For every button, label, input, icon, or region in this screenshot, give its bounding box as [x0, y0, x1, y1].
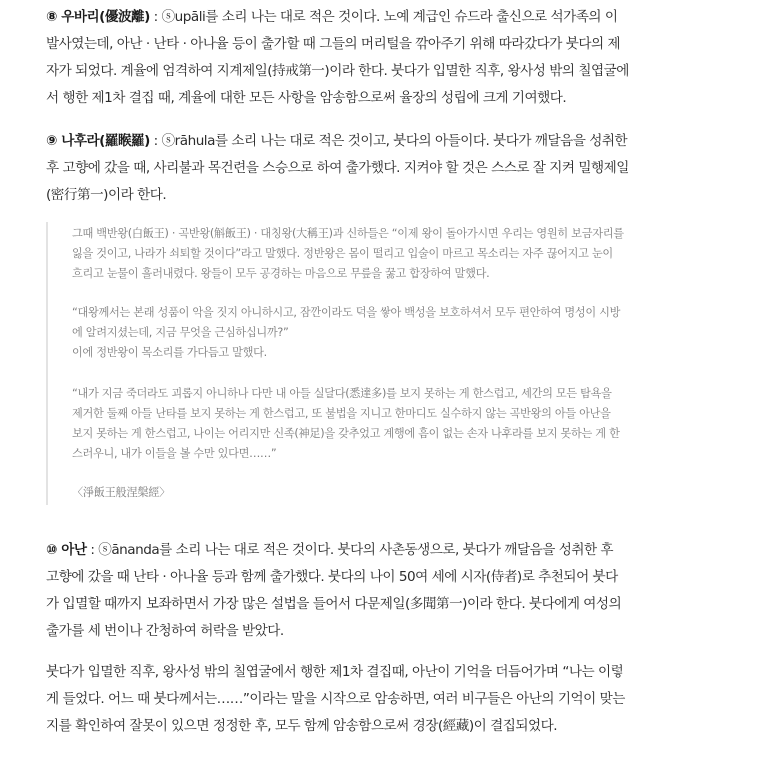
- entry-line: 후 고향에 갔을 때, 사리불과 목건련을 스승으로 하여 출가했다. 지켜야 할 것은 스스로 잘 지켜 밀행제일: [46, 160, 629, 176]
- entry-line: 출가를 세 번이나 간청하여 허락을 받았다.: [46, 623, 284, 639]
- entry-line: 고향에 갔을 때 난타 · 아나율 등과 함께 출가했다. 붓다의 나이 50여 세에 시자(侍者)로 추천되어 붓다: [46, 569, 618, 585]
- entry-line: 서 행한 제1차 결집 때, 계율에 대한 모든 사항을 암송함으로써 율장의 성립에 크게 기여했다.: [46, 90, 567, 106]
- entry-upali: [46, 4, 726, 112]
- entry-heading: ⑨ 나후라(羅睺羅): [46, 133, 150, 149]
- entry-line: 발사였는데, 아난 · 난타 · 아나율 등이 출가할 때 그들의 머리털을 깎아주기 위해 따라갔다가 붓다의 제: [46, 36, 621, 52]
- entry-line: ⑩ 아난 : ⓢānanda를 소리 나는 대로 적은 것이다. 붓다의 사촌동생으로, 붓다가 깨달음을 성취한 후: [46, 542, 614, 558]
- entry-ananda: [46, 537, 726, 645]
- quote-paragraph: “내가 지금 죽더라도 괴롭지 아니하나 다만 내 아들 실달다(悉達多)를 보지 못하는 게 한스럽고, 세간의 모든 탐욕을 제거한 둘째 아들 난타를 보지 못하는 게 한스럽고, 또 불법을 지니고 한마디도 실수하지 않는 곡반왕의 아들 아난을 보지 못하는 게 한스럽고, 나이는 어리지만 신족(神足)을 갖추었고 계행에 흠이 없는 손자 나후라를 보지 못하는 게 한 스러우니, 내가 이들을 볼 수만 있다면……”: [72, 387, 620, 460]
- entry-line: (密行第一)이라 한다.: [46, 187, 167, 203]
- blockquote: [46, 222, 716, 505]
- entry-line: 게 들었다. 어느 때 붓다께서는……”이라는 말을 시작으로 암송하면, 여러 비구들은 아난의 기억이 맞는: [46, 691, 625, 707]
- entry-line: ⑨ 나후라(羅睺羅) : ⓢrāhula를 소리 나는 대로 적은 것이고, 붓다의 아들이다. 붓다가 깨달음을 성취한: [46, 133, 628, 149]
- quote-paragraph: “대왕께서는 본래 성품이 악을 짓지 아니하시고, 잠깐이라도 덕을 쌓아 백성을 보호하셔서 모두 편안하여 명성이 시방 에 알려지셨는데, 지금 무엇을 근심하십니까?” 이에 정반왕이 목소리를 가다듬고 말했다.: [72, 306, 621, 359]
- entry-heading: ⑩ 아난: [46, 542, 87, 558]
- entry-heading: ⑧ 우바리(優波離): [46, 9, 150, 25]
- entry-line: 붓다가 입멸한 직후, 왕사성 밖의 칠엽굴에서 행한 제1차 결집때, 아난이 기억을 더듬어가며 “나는 이렇: [46, 664, 624, 680]
- paragraph-first-council: [46, 659, 726, 740]
- entry-line: ⑧ 우바리(優波離) : ⓢupāli를 소리 나는 대로 적은 것이다. 노예 계급인 슈드라 출신으로 석가족의 이: [46, 9, 618, 25]
- entry-line: 가 입멸할 때까지 보좌하면서 가장 많은 설법을 들어서 다문제일(多聞第一)이라 한다. 붓다에게 여성의: [46, 596, 622, 612]
- quote-source: 〈淨飯王般涅槃經〉: [72, 486, 170, 499]
- quote-paragraph: 그때 백반왕(白飯王) · 곡반왕(斛飯王) · 대칭왕(大稱王)과 신하들은 “이제 왕이 돌아가시면 우리는 영원히 보금자리를 잃을 것이고, 나라가 쇠퇴할 것이다”라고 말했다. 정반왕은 몸이 떨리고 입술이 마르고 목소리는 자주 끊어지고 눈이 흐리고 눈물이 흘러내렸다. 왕들이 모두 공경하는 마음으로 무릎을 꿇고 합장하여 말했다.: [72, 227, 624, 280]
- entry-line: 지를 확인하여 잘못이 있으면 정정한 후, 모두 함께 암송함으로써 경장(經藏)이 결집되었다.: [46, 718, 558, 734]
- entry-line: 자가 되었다. 계율에 엄격하여 지계제일(持戒第一)이라 한다. 붓다가 입멸한 직후, 왕사성 밖의 칠엽굴에: [46, 63, 629, 79]
- entry-rahula: [46, 128, 726, 209]
